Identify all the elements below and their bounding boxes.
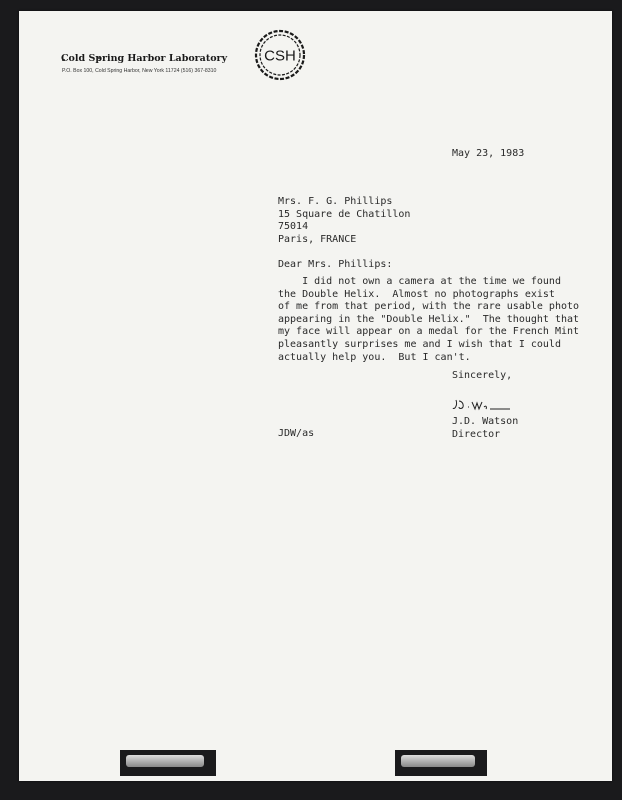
signature xyxy=(452,396,512,412)
closing: Sincerely, xyxy=(452,370,513,381)
logo-text: CSH xyxy=(264,47,296,65)
recipient-address: Mrs. F. G. Phillips 15 Square de Chatillon 75014 Paris, FRANCE xyxy=(278,196,411,245)
csh-logo-icon xyxy=(253,28,307,82)
signer-block xyxy=(452,416,518,441)
holder-clip xyxy=(120,750,216,776)
signer-name: J.D. Watson xyxy=(452,416,519,427)
typist-initials: JDW/as xyxy=(278,428,315,439)
holder-clip xyxy=(395,750,487,776)
letter-date: May 23, 1983 xyxy=(452,148,525,159)
lab-address: P.O. Box 100, Cold Spring Harbor, New York 11724 (516) 367-8310 xyxy=(62,68,217,74)
lab-name: Cold Spring Harbor Laboratory xyxy=(61,53,228,64)
letterhead xyxy=(253,28,553,88)
letter-body: I did not own a camera at the time we found the Double Helix. Almost no photographs exist of me from that period, with the rare usable photo appearing in the "Double Helix." The thought that my face will appear on a medal for the French Mint pleasantly surprises me and I wish that I could actually help you. But I can't. xyxy=(278,276,580,363)
salutation: Dear Mrs. Phillips: xyxy=(278,259,393,270)
letter-page xyxy=(19,11,612,781)
signer-title: Director xyxy=(452,428,501,440)
